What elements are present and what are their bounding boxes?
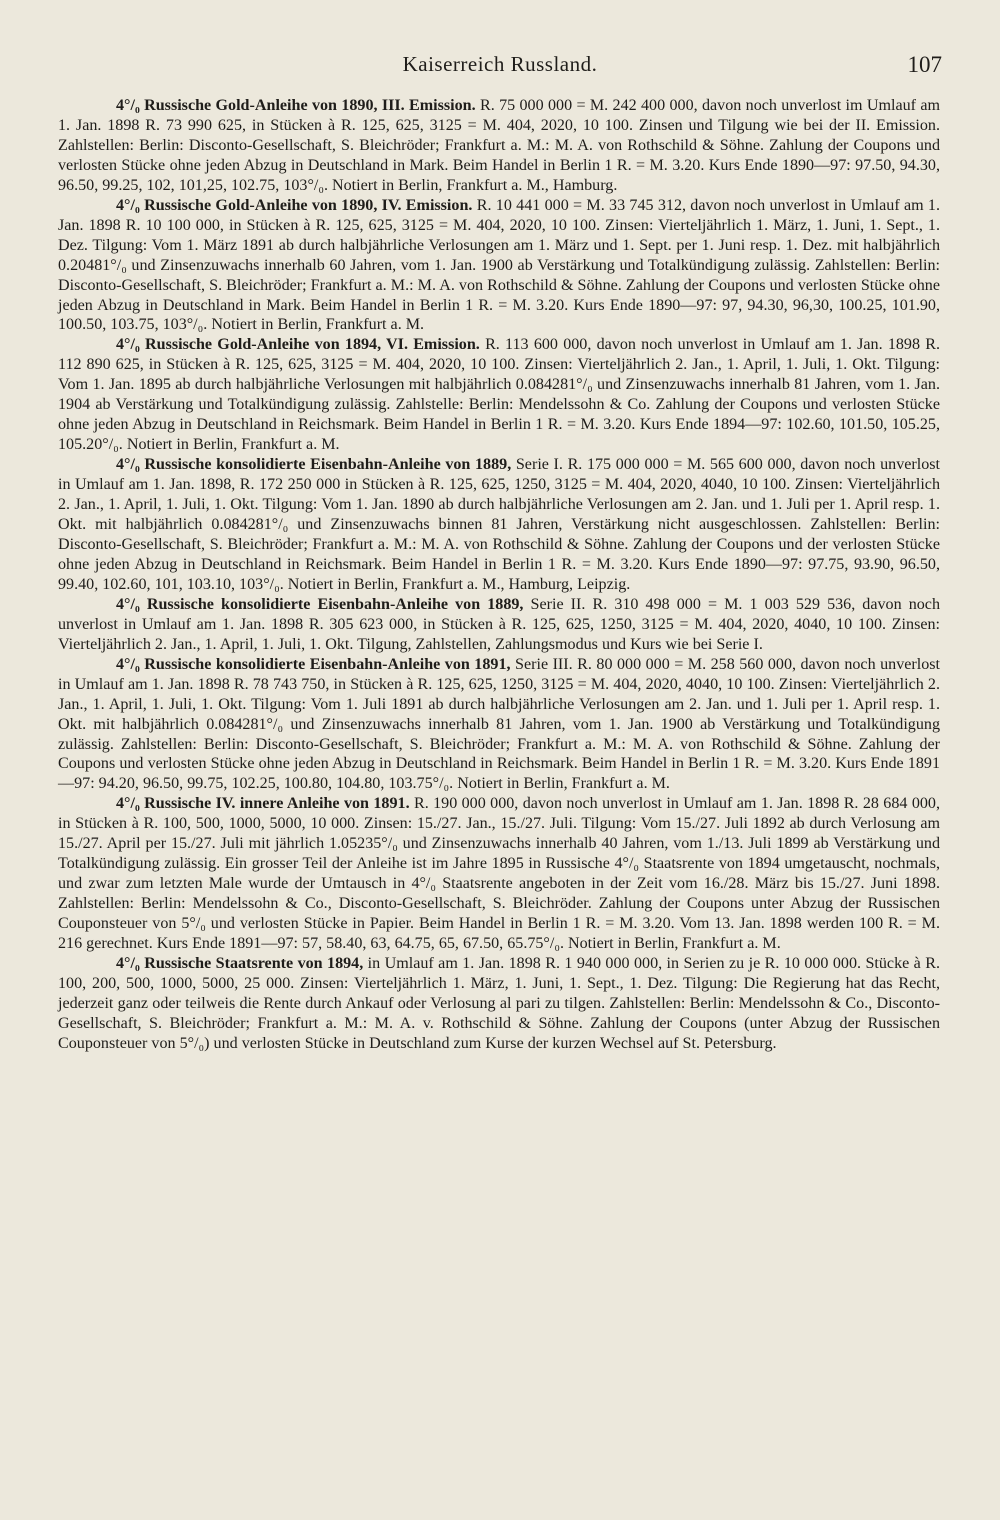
entry-innere-anleihe-1891 [58, 794, 940, 954]
entry-text: R. 113 600 000, davon noch unverlost in Umlauf am 1. Jan. 1898 R. 112 890 625, in Stücken à R. 125, 625, 3125 = M. 404, 2020, 10 100. Zinsen: Vierteljährlich 2. Jan., 1. April, 1. Juli, 1. Okt. Tilgung: Vom 1. Jan. 1895 ab durch halbjährliche Verlosungen mit halbjährlich 0.084281°/₀ und Zinsenzuwachs innerhalb 81 Jahren, vom 1. Jan. 1904 ab Verstärkung und Totalkündigung zulässig. Zahlstelle: Berlin: Mendelssohn & Co. Zahlung der Coupons und verlosten Stücke ohne jeden Abzug in Deutschland in Reichsmark. Beim Handel in Berlin 1 R. = M. 3.20. Kurs Ende 1894—97: 102.60, 101.50, 105.25, 105.20°/₀. Notiert in Berlin, Frankfurt a. M. [58, 336, 941, 454]
entry-staatsrente-1894 [58, 954, 940, 1054]
entry-text: R. 10 441 000 = M. 33 745 312, davon noch unverlost in Umlauf am 1. Jan. 1898 R. 10 100 000, in Stücken à R. 125, 625, 3125 = M. 404, 2020, 10 100. Zinsen: Vierteljährlich 1. März, 1. Juni, 1. Sept., 1. Dez. Tilgung: Vom 1. März 1891 ab durch halbjährliche Verlosungen am 1. März und 1. Sept. per 1. Juni resp. 1. Dez. mit halbjährlich 0.20481°/₀ und Zinsenzuwachs innerhalb 60 Jahren, vom 1. Jan. 1900 ab Verstärkung und Totalkündigung zulässig. Zahlstellen: Berlin: Disconto-Gesellschaft, S. Bleichröder; Frankfurt a. M.: M. A. von Rothschild & Söhne. Zahlung der Coupons und verlosten Stücke ohne jeden Abzug in Deutschland in Mark. Beim Handel in Berlin 1 R. = M. 3.20. Kurs Ende 1890—97: 97, 94.30, 96,30, 100.25, 101.90, 100.50, 103.75, 103°/₀. Notiert in Berlin, Frankfurt a. M. [58, 196, 940, 334]
page-header [58, 52, 942, 82]
entry-title: 4°/₀ Russische Gold-Anleihe von 1894, VI. Emission. [116, 336, 480, 354]
entry-text: R. 190 000 000, davon noch unverlost in Umlauf am 1. Jan. 1898 R. 28 684 000, in Stücken à R. 100, 500, 1000, 5000, 10 000. Zinsen: 15./27. Jan., 15./27. Juli. Tilgung: Vom 15./27. Juli 1892 ab durch Verlosung am 15./27. April per 15./27. Juli mit jährlich 1.05235°/₀ und Zinsenzuwachs innerhalb 40 Jahren, vom 1./13. Juli 1899 ab Verstärkung und Totalkündigung zulässig. Ein grosser Teil der Anleihe ist im Jahre 1895 in Russische 4°/₀ Staatsrente von 1894 umgetauscht, nochmals, und zwar zum letzten Male wurde der Umtausch in 4°/₀ Staatsrente angeboten in der Zeit vom 16./28. März bis 15./27. Juni 1898. Zahlstellen: Berlin: Mendelssohn & Co., Disconto-Gesellschaft, S. Bleichröder. Zahlung der Coupons unter Abzug der Russischen Couponsteuer von 5°/₀ und verlosten Stücke in Papier. Beim Handel in Berlin 1 R. = M. 3.20. Vom 13. Jan. 1898 werden 100 R. = M. 216 gerechnet. Kurs Ende 1891—97: 57, 58.40, 63, 64.75, 65, 67.50, 65.75°/₀. Notiert in Berlin, Frankfurt a. M. [58, 795, 940, 953]
entry-title: 4°/₀ Russische konsolidierte Eisenbahn-Anleihe von 1891, [116, 655, 511, 673]
entry-title: 4°/₀ Russische konsolidierte Eisenbahn-Anleihe von 1889, [116, 595, 524, 613]
entry-text: Serie III. R. 80 000 000 = M. 258 560 000, davon noch unverlost in Umlauf am 1. Jan. 1898 R. 78 743 750, in Stücken à R. 125, 625, 1250, 3125 = M. 404, 2020, 4040, 10 100. Zinsen: Vierteljährlich 2. Jan., 1. April, 1. Juli, 1. Okt. Tilgung: Vom 1. Juli 1891 ab durch halbjährliche Verlosungen am 2. Jan. und 1. Juli per 1. April resp. 1. Okt. mit halbjährlich 0.084281°/₀ und Zinsenzuwachs innerhalb 81 Jahren, vom 1. Jan. 1900 ab Verstärkung und Totalkündigung zulässig. Zahlstellen: Berlin: Disconto-Gesellschaft, S. Bleichröder; Frankfurt a. M.: M. A. von Rothschild & Söhne. Zahlung der Coupons und verlosten Stücke ohne jeden Abzug in Deutschland in Reichsmark. Beim Handel in Berlin 1 R. = M. 3.20. Kurs Ende 1891—97: 94.20, 96.50, 99.75, 102.25, 100.80, 104.80, 103.75°/₀. Notiert in Berlin, Frankfurt a. M. [58, 655, 940, 793]
entry-text: Serie II. R. 310 498 000 = M. 1 003 529 536, davon noch unverlost in Umlauf am 1. Jan. 1898 R. 305 623 000, in Stücken à R. 125, 625, 1250, 3125 = M. 404, 2020, 4040, 10 100. Zinsen: Vierteljährlich 2. Jan., 1. April, 1. Juli, 1. Okt. Tilgung, Zahlstellen, Zahlungsmodus und Kurs wie bei Serie I. [58, 595, 940, 653]
entry-text: Serie I. R. 175 000 000 = M. 565 600 000, davon noch unverlost in Umlauf am 1. Jan. 1898, R. 172 250 000 in Stücken à R. 125, 625, 1250, 3125 = M. 404, 2020, 4040, 10 100. Zinsen: Vierteljährlich 2. Jan., 1. April, 1. Juli, 1. Okt. Tilgung: Vom 1. Jan. 1890 ab durch halbjährliche Verlosungen am 2. Jan. und 1. Juli per 1. April resp. 1. Okt. mit halbjährlich 0.084281°/₀ und Zinsenzuwachs binnen 81 Jahren, Verstärkung nicht ausgeschlossen. Zahlstellen: Berlin: Disconto-Gesellschaft, S. Bleichröder; Frankfurt a. M.: M. A. von Rothschild & Söhne. Zahlung der Coupons und der verlosten Stücke ohne jeden Abzug in Deutschland in Reichsmark. Beim Handel in Berlin 1 R. = M. 3.20. Kurs Ende 1890—97: 97.75, 93.90, 96.50, 99.40, 102.60, 101, 103.10, 103°/₀. Notiert in Berlin, Frankfurt a. M., Hamburg, Leipzig. [58, 456, 940, 593]
body-text [58, 96, 940, 1054]
entry-gold-1894-vi [58, 335, 940, 455]
entry-text: in Umlauf am 1. Jan. 1898 R. 1 940 000 000, in Serien zu je R. 10 000 000. Stücke à R. 100, 200, 500, 1000, 5000, 25 000. Zinsen: Vierteljährlich 1. März, 1. Juni, 1. Sept., 1. Dez. Tilgung: Die Regierung hat das Recht, jederzeit ganz oder teilweis die Rente durch Ankauf oder Verlosung al pari zu tilgen. Zahlstellen: Berlin: Mendelssohn & Co., Disconto-Gesellschaft, S. Bleichröder; Frankfurt a. M.: M. A. v. Rothschild & Söhne. Zahlung der Coupons (unter Abzug der Russischen Couponsteuer von 5°/₀) und verlosten Stücke in Deutschland zum Kurse der kurzen Wechsel auf St. Petersburg. [58, 954, 940, 1052]
entry-gold-1890-iii [58, 96, 940, 196]
entry-title: 4°/₀ Russische Staatsrente von 1894, [116, 954, 364, 972]
running-title: Kaiserreich Russland. [402, 52, 598, 76]
entry-title: 4°/₀ Russische konsolidierte Eisenbahn-Anleihe von 1889, [116, 456, 512, 474]
page-number: 107 [907, 52, 942, 77]
entry-eisenbahn-1889-serie-i [58, 455, 940, 595]
entry-eisenbahn-1891-serie-iii [58, 655, 940, 795]
entry-eisenbahn-1889-serie-ii [58, 595, 940, 655]
entry-title: 4°/₀ Russische Gold-Anleihe von 1890, III. Emission. [116, 97, 476, 114]
entry-text: R. 75 000 000 = M. 242 400 000, davon noch unverlost im Umlauf am 1. Jan. 1898 R. 73 990 625, in Stücken à R. 125, 625, 3125 = M. 404, 2020, 10 100. Zinsen und Tilgung wie bei der II. Emission. Zahlstellen: Berlin: Disconto-Gesellschaft, S. Bleichröder; Frankfurt a. M.: M. A. von Rothschild & Söhne. Zahlung der Coupons und verlosten Stücke ohne jeden Abzug in Deutschland in Mark. Beim Handel in Berlin 1 R. = M. 3.20. Kurs Ende 1890—97: 97.50, 94.30, 96.50, 99.25, 102, 101,25, 102.75, 103°/₀. Notiert in Berlin, Frankfurt a. M., Hamburg. [58, 97, 940, 194]
entry-title: 4°/₀ Russische IV. innere Anleihe von 1891. [116, 795, 410, 813]
entry-title: 4°/₀ Russische Gold-Anleihe von 1890, IV. Emission. [116, 196, 473, 214]
entry-gold-1890-iv [58, 196, 940, 336]
